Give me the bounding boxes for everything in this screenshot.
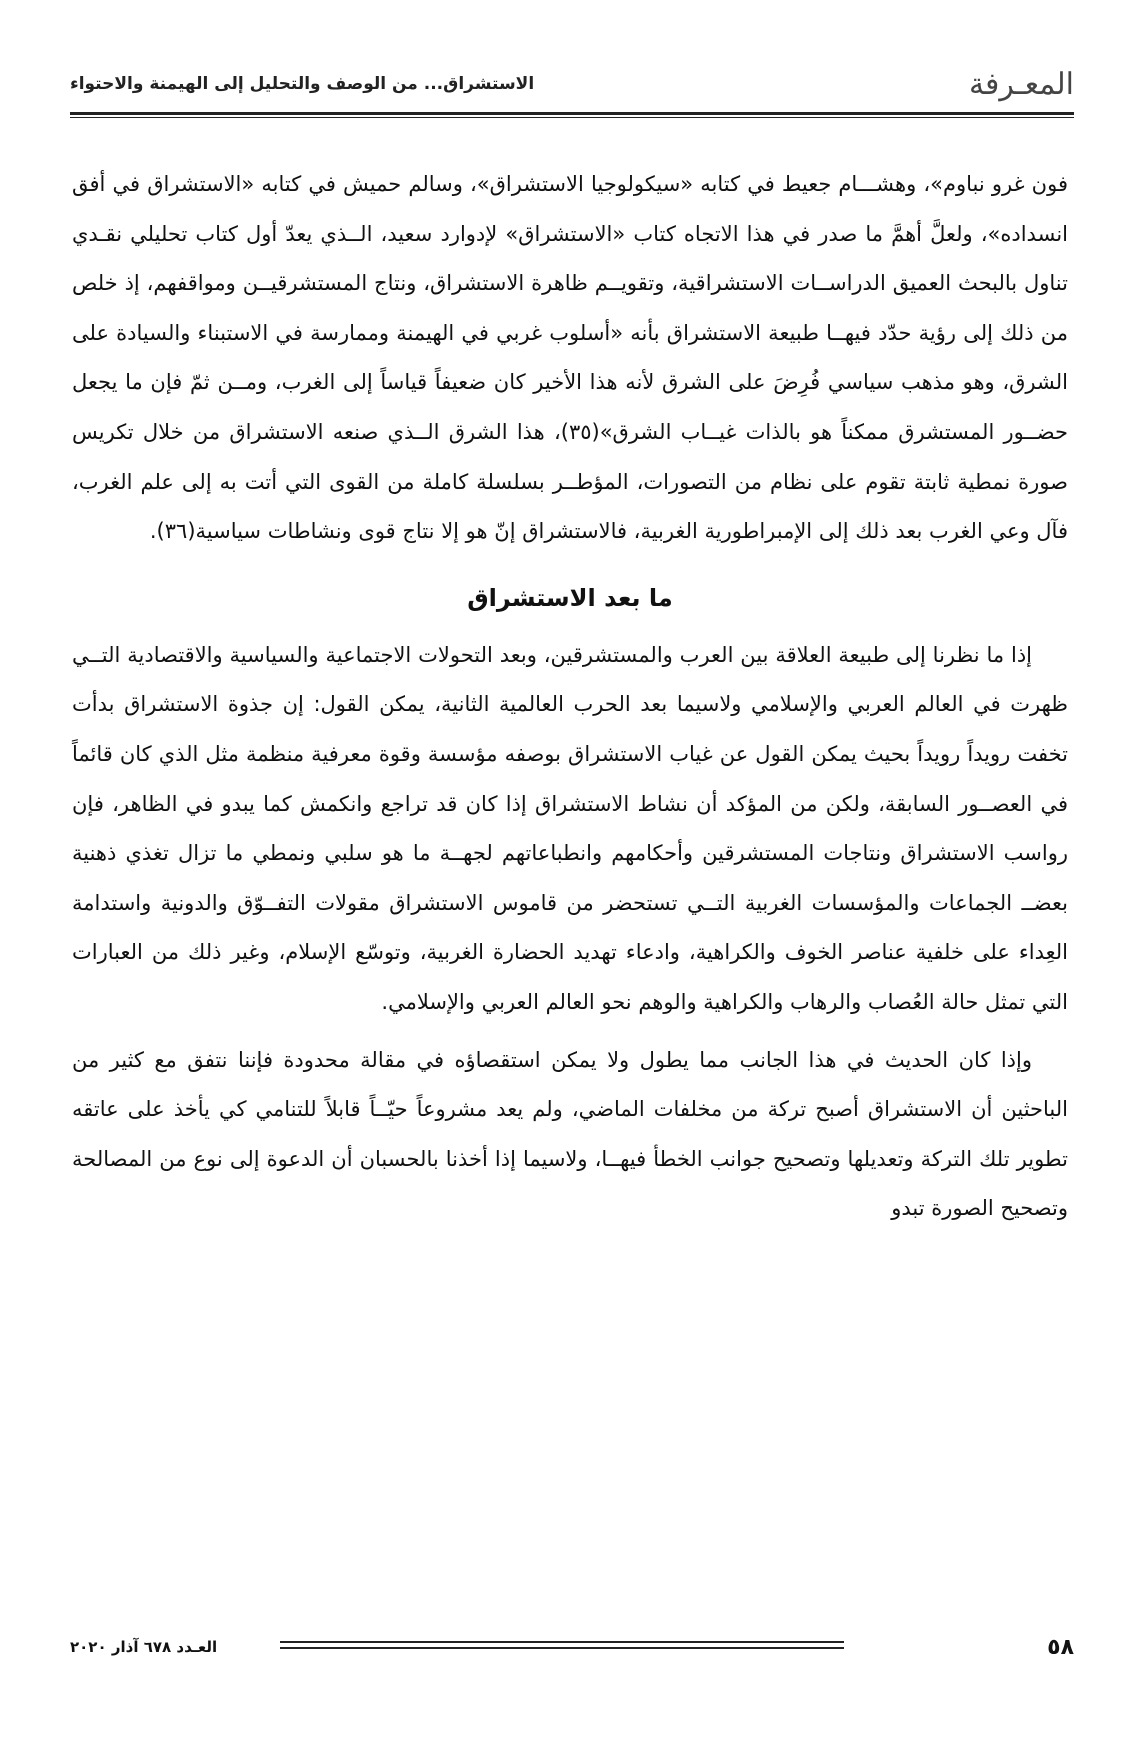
text-line: ومــن ثمّ فإن ما يجعل حضــور المستشرق ممكناً هو بالذات غيــاب الشرق»(٣٥)، هذا الشرق bbox=[72, 370, 1068, 444]
text-line: فيهــا طبيعة الاستشراق بأنه «أسلوب غربي في الهيمنة وممارسة في الاستبناء والسيادة على bbox=[72, 320, 871, 345]
issue-info: العـدد ٦٧٨ آذار ٢٠٢٠ bbox=[70, 1638, 218, 1656]
text-line: القول عن غياب الاستشراق بوصفه مؤسسة وقوة معرفية منظمة مثل الذي كان قائماً في bbox=[72, 741, 1068, 816]
text-line: والإسلامي. bbox=[381, 989, 475, 1014]
text-line: نتفق مع كثير من الباحثين أن الاستشراق أصبح تركة من مخلفات الماضي، ولم يعد مشروعاً bbox=[72, 1047, 1068, 1122]
header-rule bbox=[70, 112, 1074, 115]
text-line: ذلك من العبارات التي تمثل حالة العُصاب والرهاب والكراهية والوهم نحو العالم العربي bbox=[72, 940, 1068, 1014]
paragraph-1 bbox=[72, 160, 1068, 557]
text-line: فون غرو نباوم»، وهشـــام جعيط في كتابه «سيكولوجيا الاستشراق»، وسالم حميش في كتابه bbox=[261, 172, 1068, 196]
text-line: التــي تستحضر من قاموس الاستشراق مقولات التفــوّق والدونية واستدامة العِداء على bbox=[72, 890, 1068, 965]
text-line: العالمية الثانية، يمكن القول: إن جذوة الاستشراق بدأت تخفت رويداً رويداً بحيث يمكن bbox=[72, 692, 1068, 766]
text-line: لجهــة ما هو سلبي ونمطي ما تزال تغذي ذهنية بعضــ الجماعات والمؤسسات الغربية bbox=[72, 841, 1068, 915]
text-line: والسياسية والاقتصادية التــي ظهرت في العالم العربي والإسلامي ولاسيما بعد الحرب bbox=[72, 642, 1068, 717]
running-title: الاستشراق... من الوصف والتحليل إلى الهيمنة والاحتواء bbox=[70, 74, 535, 94]
text-line: يبدو في الظاهر، فإن رواسب الاستشراق ونتاجات المستشرقين وأحكامهم وانطباعاتهم bbox=[72, 791, 1068, 866]
text-line: الإمبراطورية الغربية، فالاستشراق إنّ هو إلا نتاج قوى ونشاطات سياسية(٣٦). bbox=[149, 519, 813, 544]
text-line: الــذي صنعه الاستشراق من خلال تكريس صورة نمطية ثابتة تقوم على نظام من التصورات، bbox=[72, 419, 1068, 494]
page-number: ٥٨ bbox=[1047, 1634, 1074, 1660]
running-header bbox=[70, 62, 1074, 106]
page-footer bbox=[70, 1632, 1074, 1662]
paragraph-3 bbox=[72, 1036, 1068, 1234]
text-line: خلفية عناصر الخوف والكراهية، وادعاء تهديد الحضارة الغربية، وتوسّع الإسلام، وغير bbox=[230, 940, 964, 965]
paragraph-2 bbox=[72, 631, 1068, 1028]
magazine-logo: المعـرفة bbox=[968, 66, 1074, 102]
text-line: سعيد، الــذي يعدّ أول كتاب تحليلي نقـدي تناول بالبحث العميق الدراســات الاستشراقية، bbox=[72, 221, 1068, 296]
text-line: حيّــاً قابلاً للتنامي كي يأخذ على عاتقه تطوير تلك التركة وتعديلها وتصحيح جوانب الخطأ bbox=[72, 1097, 1068, 1171]
text-line: العصــور السابقة، ولكن من المؤكد أن نشاط الاستشراق إذا كان قد تراجع وانكمش كما bbox=[263, 791, 1033, 816]
text-line: إذا ما نظرنا إلى طبيعة العلاقة بين العرب والمستشرقين، وبعد التحولات الاجتماعية bbox=[325, 642, 1033, 667]
text-line: «الاستشراق في أفق انسداده»، ولعلَّ أهمَّ ما صدر في هذا الاتجاه كتاب «الاستشراق» لإدوارد bbox=[72, 172, 1068, 246]
section-heading: ما بعد الاستشراق bbox=[467, 583, 673, 612]
paragraph-gap bbox=[72, 1028, 1068, 1036]
text-line: وإذا كان الحديث في هذا الجانب مما يطول ولا يمكن استقصاؤه في مقالة محدودة فإننا bbox=[237, 1047, 1032, 1072]
text-line: المؤطــر بسلسلة كاملة من القوى التي أتت به إلى علم الغرب، فآل وعي الغرب بعد ذلك إلى bbox=[72, 469, 1068, 544]
text-line: فيهــا، ولاسيما إذا أخذنا بالحسبان أن الدعوة إلى نوع من المصالحة وتصحيح الصورة تبدو bbox=[72, 1146, 1068, 1221]
text-line: وتقويــم ظاهرة الاستشراق، ونتاج المستشرقيــن ومواقفهم، إذ خلص من ذلك إلى رؤية حدّد bbox=[72, 271, 1068, 345]
article-body bbox=[72, 160, 1068, 1234]
header-rule-thin bbox=[70, 117, 1074, 118]
text-line: الشرق، وهو مذهب سياسي فُرِضَ على الشرق لأنه هذا الأخير كان ضعيفاً قياساً إلى الغرب، bbox=[274, 370, 1068, 395]
